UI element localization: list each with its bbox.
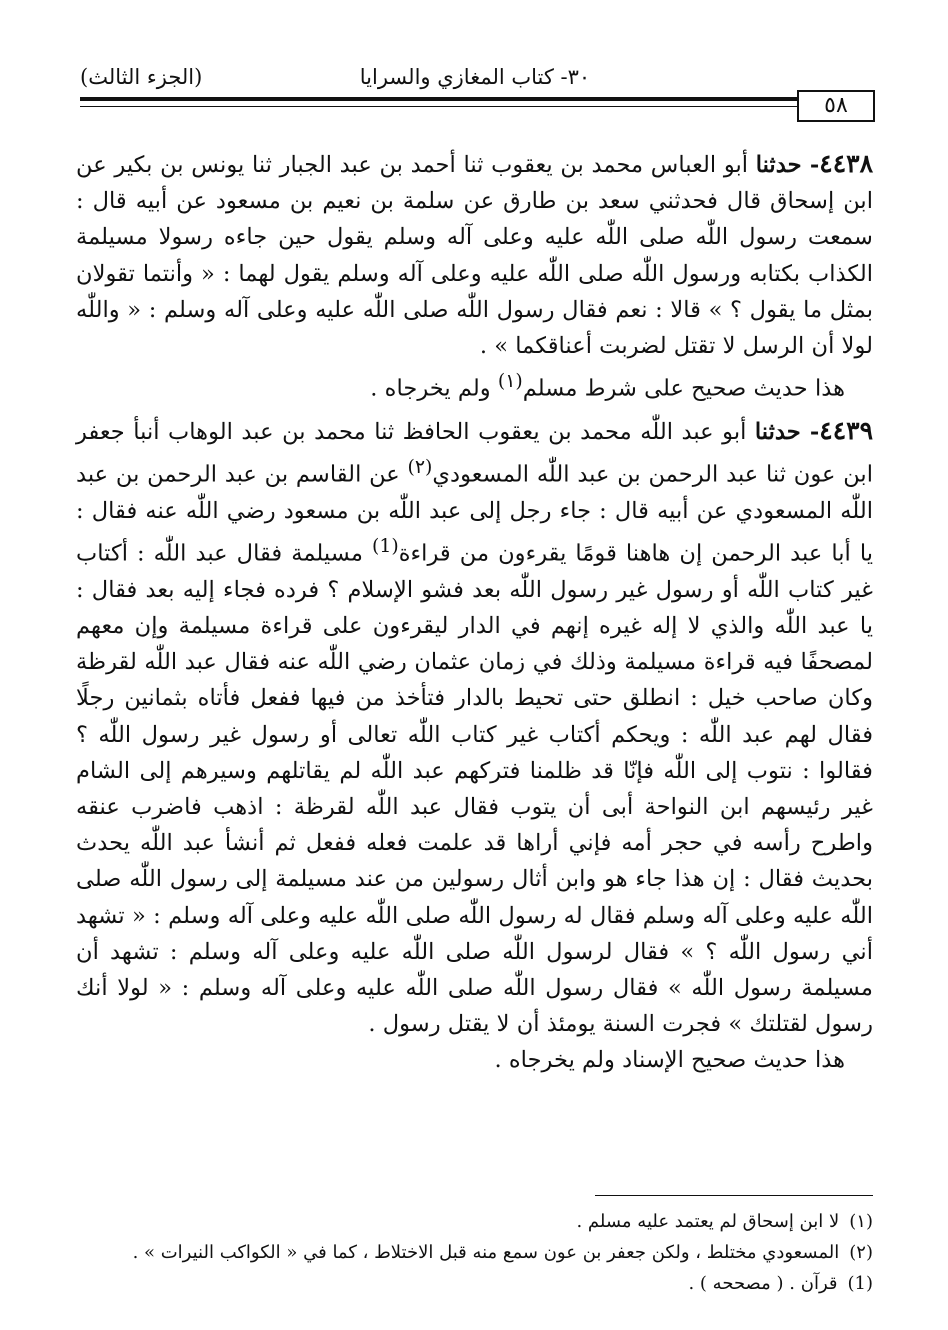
footnote-item — [76, 1206, 873, 1237]
footnote-ref: (١) — [497, 371, 523, 393]
hadith-text: أبو العباس محمد بن يعقوب ثنا أحمد بن عبد الجبار ثنا يونس بن بكير عن ابن إسحاق قال فحدثني سعد بن طارق عن سلمة بن نعيم بن مسعود عن أبيه قال : سمعت رسول اللّٰه صلى اللّٰه عليه وعلى آله وسلم يقول حين جاءه رسولا مسيلمة الكذاب بكتابه ورسول اللّٰه صلى اللّٰه عليه وعلى آله وسلم يقول لهما : « وأنتما تقولان بمثل ما يقول ؟ » قالا : نعم فقال رسول اللّٰه صلى اللّٰه عليه وعلى آله وسلم : « واللّٰه لولا أن الرسل لا تقتل لضربت أعناقكما » . — [76, 152, 873, 360]
footnote-text: المسعودي مختلط ، ولكن جعفر بن عون سمع منه قبل الاختلاط ، كما في « الكواكب النيرات » . — [132, 1242, 840, 1263]
main-text — [76, 146, 873, 1079]
book-title: ٣٠- كتاب المغازي والسرايا — [359, 65, 591, 89]
hadith-verdict: هذا حديث صحيح على شرط مسلم$^{(١)}$ ولم يخرجاه . — [370, 371, 845, 402]
hadith-verdict: هذا حديث صحيح الإسناد ولم يخرجاه . — [494, 1047, 845, 1074]
hadith-4439: ٤٤٣٩- حدثنا أبو عبد اللّٰه محمد بن يعقوب الحافظ ثنا محمد بن عبد الوهاب أنبأ جعفر ابن عون ثنا عبد الرحمن بن عبد اللّٰه المسعودي$^{(٢)}$ عن القاسم بن عبد الرحمن بن عبد اللّٰه المسعودي عن أبيه قال : جاء رجل إلى عبد اللّٰه بن مسعود رضي اللّٰه عنه فقال : يا أبا عبد الرحمن إن هاهنا قومًا يقرءون من قراءة$^{(1)}$ مسيلمة فقال عبد اللّٰه : أكتاب غير كتاب اللّٰه أو رسول غير رسول اللّٰه بعد فشو الإسلام ؟ فرده فجاء إليه بعد فقال : يا عبد اللّٰه والذي لا إله غيره إنهم في الدار ليقرءون على قراءة مسيلمة وإن معهم لمصحفًا فيه قراءة مسيلمة وذلك في زمان عثمان رضي اللّٰه عنه فقال عبد اللّٰه لقرظة وكان صاحب خيل : انطلق حتى تحيط بالدار فتأخذ من فيها ففعل فأتاه بثمانين رجلًا فقال لهم عبد اللّٰه : ويحكم أكتاب غير كتاب اللّٰه تعالى أو رسول غير رسول اللّٰه ؟ فقالوا : نتوب إلى اللّٰه فإنّا قد ظلمنا فتركهم عبد اللّٰه لم يقاتلهم وسيرهم إلى الشام غير رئيسهم ابن النواحة أبى أن يتوب فقال عبد اللّٰه لقرظة : اذهب فاضرب عنقه واطرح رأسه في حجر أمه فإني أراها قد علمت فعله ففعل ثم أنشأ عبد اللّٰه يحدث بحديث فقال : إن هذا جاء هو وابن أثال رسولين من عند مسيلمة إلى رسول اللّٰه صلى اللّٰه عليه وعلى آله وسلم فقال له رسول اللّٰه صلى اللّٰه عليه وعلى آله وسلم : « تشهد أني رسول اللّٰه ؟ » فقال لرسول اللّٰه صلى اللّٰه عليه وعلى آله وسلم : تشهد أن مسيلمة رسول اللّٰه » فقال رسول اللّٰه صلى اللّٰه عليه وعلى آله وسلم : « لولا أنك رسول لقتلتك » فجرت السنة يومئذ أن لا يقتل رسول . — [76, 415, 874, 1038]
hadith-lead: - حدثنا — [754, 418, 820, 445]
footnote-text: لا ابن إسحاق لم يعتمد عليه مسلم . — [576, 1211, 840, 1232]
footnote-item — [76, 1237, 873, 1268]
footnote-ref: (1) — [372, 536, 399, 558]
header-rule-thin — [80, 106, 797, 107]
hadith-lead: - حدثنا — [755, 152, 820, 178]
running-header — [80, 62, 870, 92]
page-number: ٥٨ — [797, 90, 875, 122]
footnote-mark: (١) — [849, 1211, 873, 1232]
hadith-number: ٤٤٣٨ — [819, 149, 874, 178]
footnotes — [76, 1206, 873, 1299]
volume-label: (الجزء الثالث) — [80, 65, 203, 89]
footnote-ref: (٢) — [407, 457, 433, 479]
footnote-mark: (٢) — [849, 1242, 873, 1263]
footnote-mark: (1) — [847, 1273, 873, 1294]
hadith-4438 — [76, 146, 873, 364]
header-rule-thick — [80, 97, 797, 101]
footnote-separator — [595, 1195, 873, 1196]
hadith-number: ٤٤٣٩ — [819, 415, 874, 445]
footnote-item — [76, 1268, 873, 1299]
footnote-text: قرآن . ( مصححه ) . — [688, 1273, 838, 1294]
